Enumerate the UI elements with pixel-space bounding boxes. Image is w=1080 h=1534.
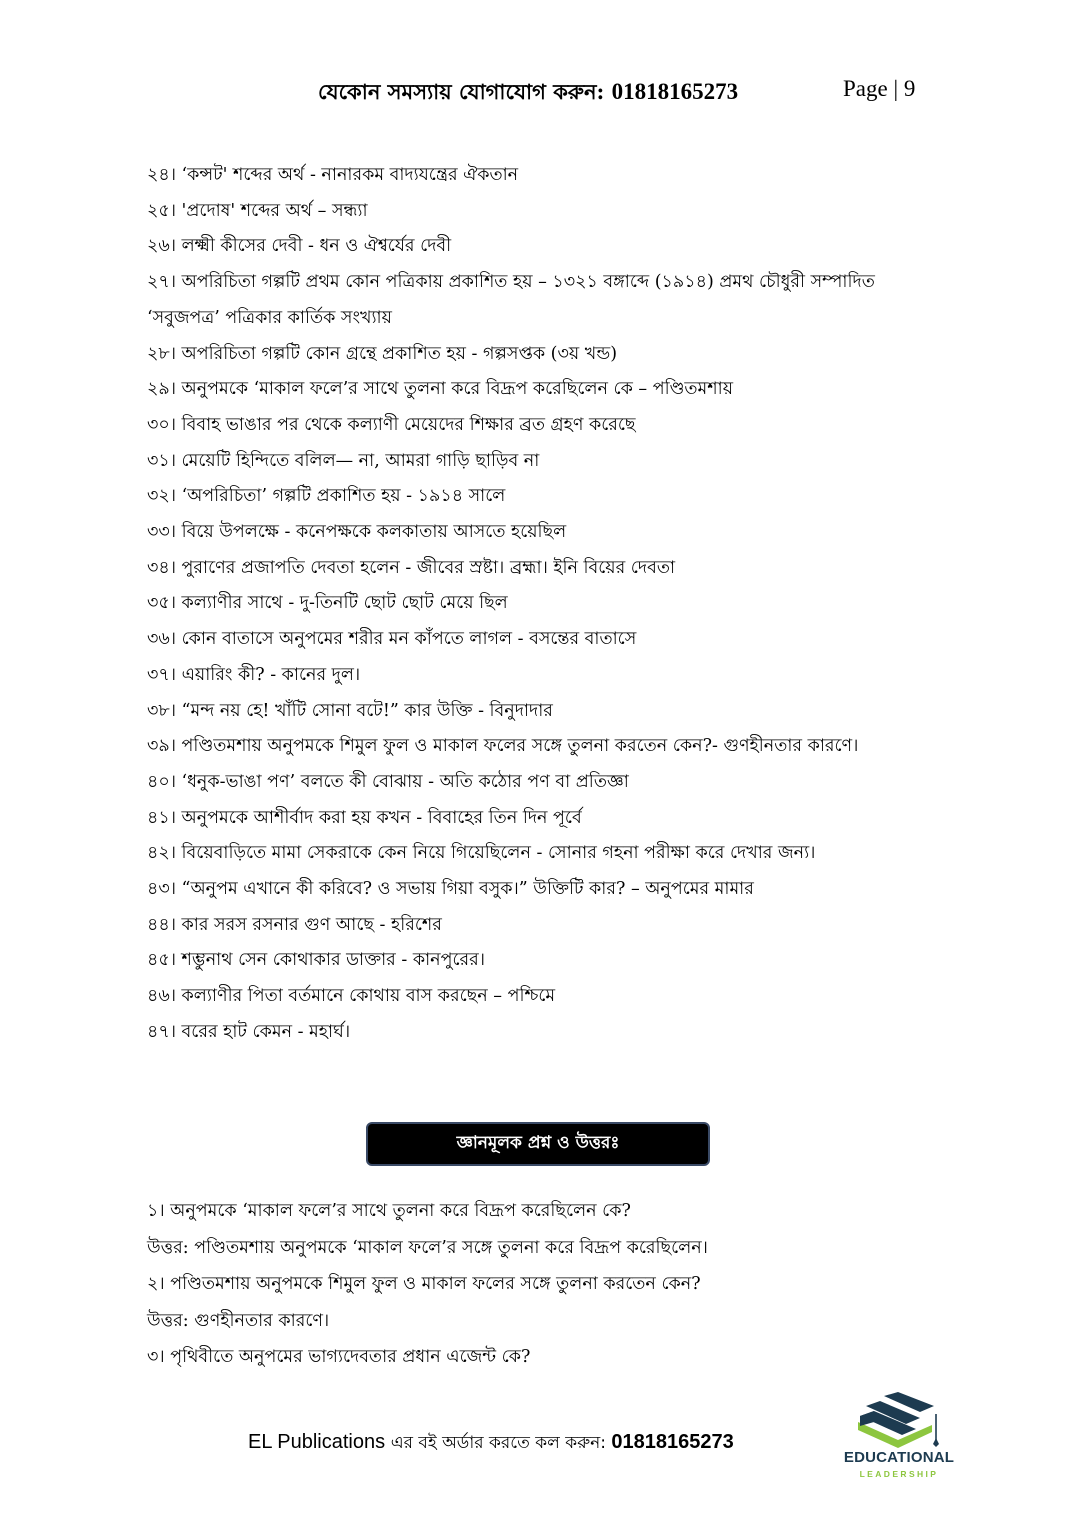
- logo-subtitle: LEADERSHIP: [859, 1469, 939, 1479]
- graduation-cap-e-icon: [836, 1392, 962, 1450]
- answer: উত্তর: পণ্ডিতমশায় অনুপমকে ‘মাকাল ফলে’র সঙ্গে তুলনা করে বিদ্রূপ করেছিলেন।: [147, 1237, 708, 1258]
- footer-order-text: এর বই অর্ডার করতে কল করুন:: [390, 1433, 612, 1453]
- list-item: ২৭। অপরিচিতা গল্পটি প্রথম কোন পত্রিকায় প্রকাশিত হয় – ১৩২১ বঙ্গাব্দে (১৯১৪) প্রমথ চৌধুরী সম্পাদিত ‘সবুজপত্র’ পত্রিকার কার্তিক সংখ্যায়: [147, 272, 875, 328]
- list-item: ২৫। 'প্রদোষ' শব্দের অর্থ – সন্ধ্যা: [147, 200, 368, 221]
- logo-title: EDUCATIONAL: [843, 1449, 955, 1466]
- page-number: Page | 9: [843, 76, 916, 101]
- section-heading: [366, 1122, 710, 1166]
- question: ৩। পৃথিবীতে অনুপমের ভাগ্যদেবতার প্রধান এজেন্ট কে?: [147, 1347, 531, 1367]
- header-contact: [318, 76, 738, 111]
- list-item: ৩১। মেয়েটি হিন্দিতে বলিল— না, আমরা গাড়ি ছাড়িব না: [147, 450, 540, 471]
- footer-number: 01818165273: [611, 1431, 734, 1453]
- list-item: ২৬। লক্ষ্মী কীসের দেবী - ধন ও ঐশ্বর্যের দেবী: [147, 236, 452, 257]
- list-item: ৩২। ‘অপরিচিতা’ গল্পটি প্রকাশিত হয় - ১৯১৪ সালে: [147, 486, 506, 507]
- list-item: ৩৯। পণ্ডিতমশায় অনুপমকে শিমুল ফুল ও মাকাল ফলের সঙ্গে তুলনা করতেন কেন?- গুণহীনতার কারণে।: [147, 736, 859, 757]
- list-item: ৪০। ‘ধনুক-ভাঙা পণ’ বলতে কী বোঝায় - অতি কঠোর পণ বা প্রতিজ্ঞা: [147, 771, 629, 792]
- list-item: ২৯। অনুপমকে ‘মাকাল ফলে’র সাথে তুলনা করে বিদ্রূপ করেছিলেন কে – পণ্ডিতমশায়: [147, 379, 734, 400]
- list-item: ২৪। ‘কন্সট' শব্দের অর্থ - নানারকম বাদ্যযন্ত্রের ঐকতান: [147, 165, 519, 185]
- list-item: ৪৫। শম্ভুনাথ সেন কোথাকার ডাক্তার - কানপুরের।: [147, 950, 486, 971]
- list-item: ৪৩। “অনুপম এখানে কী করিবে? ও সভায় গিয়া বসুক।” উক্তিটি কার? – অনুপমের মামার: [147, 879, 754, 900]
- list-item: ৩৬। কোন বাতাসে অনুপমের শরীর মন কাঁপতে লাগল - বসন্তের বাতাসে: [147, 629, 637, 650]
- list-item: ৪৭। বরের হাট কেমন - মহার্ঘ।: [147, 1021, 351, 1042]
- list-item: ৩০। বিবাহ ভাঙার পর থেকে কল্যাণী মেয়েদের শিক্ষার ব্রত গ্রহণ করেছে: [147, 414, 636, 435]
- list-item: ৩৩। বিয়ে উপলক্ষে - কনেপক্ষকে কলকাতায় আসতে হয়েছিল: [147, 522, 567, 543]
- answer: উত্তর: গুণহীনতার কারণে।: [147, 1310, 330, 1331]
- list-item: ৩৫। কল্যাণীর সাথে - দু-তিনটি ছোট ছোট মেয়ে ছিল: [147, 593, 508, 614]
- footer-publisher: EL Publications: [248, 1431, 391, 1453]
- educational-leadership-logo: [836, 1392, 962, 1488]
- page-header: [0, 76, 1080, 112]
- question: ১। অনুপমকে ‘মাকাল ফলে’র সাথে তুলনা করে বিদ্রূপ করেছিলেন কে?: [147, 1201, 631, 1221]
- contact-number: 01818165273: [611, 79, 739, 104]
- list-item: ২৮। অপরিচিতা গল্পটি কোন গ্রন্থে প্রকাশিত হয় - গল্পসপ্তক (৩য় খন্ড): [147, 343, 618, 364]
- qa-list: [147, 1193, 947, 1376]
- list-item: ৪৬। কল্যাণীর পিতা বর্তমানে কোথায় বাস করছেন – পশ্চিমে: [147, 986, 556, 1007]
- contact-label: যেকোন সমস্যায় যোগাযোগ করুন:: [318, 79, 612, 104]
- list-item: ৩৪। পুরাণের প্রজাপতি দেবতা হলেন - জীবের স্রষ্টা। ব্রহ্মা। ইনি বিয়ের দেবতা: [147, 557, 676, 578]
- list-item: ৩৮। “মন্দ নয় হে! খাঁটি সোনা বটে!” কার উক্তি - বিনুদাদার: [147, 700, 553, 721]
- list-item: ৪৪। কার সরস রসনার গুণ আছে - হরিশের: [147, 914, 442, 935]
- question: ২। পণ্ডিতমশায় অনুপমকে শিমুল ফুল ও মাকাল ফলের সঙ্গে তুলনা করতেন কেন?: [147, 1274, 701, 1294]
- list-item: ৪১। অনুপমকে আশীর্বাদ করা হয় কখন - বিবাহের তিন দিন পূর্বে: [147, 807, 582, 828]
- question-list: [147, 158, 937, 1051]
- list-item: ৩৭। এয়ারিং কী? - কানের দুল।: [147, 664, 361, 685]
- page-footer: [248, 1430, 734, 1458]
- section-title: জ্ঞানমূলক প্রশ্ন ও উত্তরঃ: [456, 1133, 620, 1153]
- list-item: ৪২। বিয়েবাড়িতে মামা সেকরাকে কেন নিয়ে গিয়েছিলেন - সোনার গহনা পরীক্ষা করে দেখার জন্য।: [147, 843, 816, 864]
